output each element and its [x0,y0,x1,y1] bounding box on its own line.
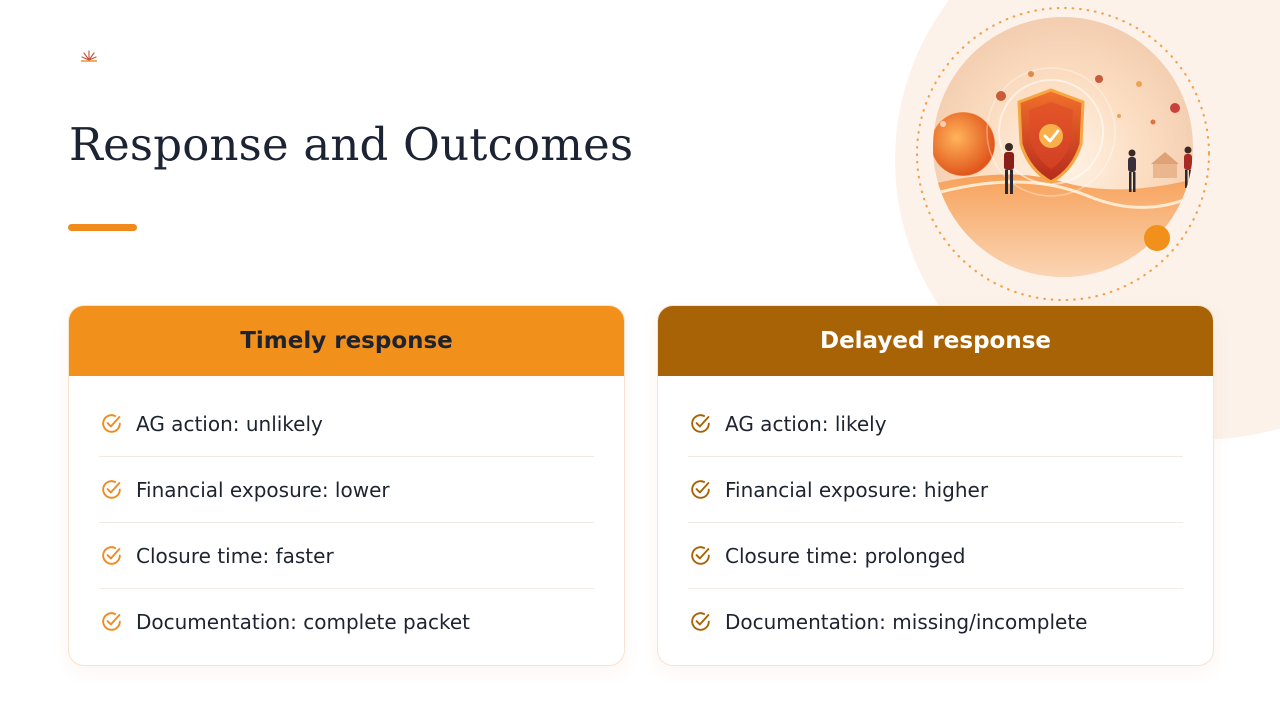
timely-response-list [69,376,624,654]
check-circle-icon [99,477,124,502]
list-item-text: Closure time: faster [136,543,334,568]
title-underline [68,224,137,231]
list-item-text: AG action: unlikely [136,411,323,436]
timely-response-header: Timely response [69,306,624,376]
delayed-response-card [657,305,1214,666]
list-item-text: Financial exposure: higher [725,477,989,502]
check-circle-icon [99,411,124,436]
timely-response-card [68,305,625,666]
sunburst-logo-icon [79,47,99,63]
list-item [99,391,594,457]
delayed-response-list [658,376,1213,654]
check-circle-icon [688,543,713,568]
check-circle-icon [688,411,713,436]
check-circle-icon [99,543,124,568]
list-item [688,589,1183,654]
list-item [99,523,594,589]
list-item [99,589,594,654]
slide-title: Response and Outcomes [69,118,634,171]
list-item [688,523,1183,589]
list-item [688,391,1183,457]
list-item-text: AG action: likely [725,411,887,436]
check-circle-icon [99,609,124,634]
delayed-response-header: Delayed response [658,306,1213,376]
list-item-text: Financial exposure: lower [136,477,390,502]
list-item-text: Closure time: prolonged [725,543,966,568]
check-circle-icon [688,477,713,502]
list-item-text: Documentation: complete packet [136,609,471,634]
check-circle-icon [688,609,713,634]
list-item [99,457,594,523]
list-item [688,457,1183,523]
security-shield-illustration [913,4,1213,304]
list-item-text: Documentation: missing/incomplete [725,609,1088,634]
